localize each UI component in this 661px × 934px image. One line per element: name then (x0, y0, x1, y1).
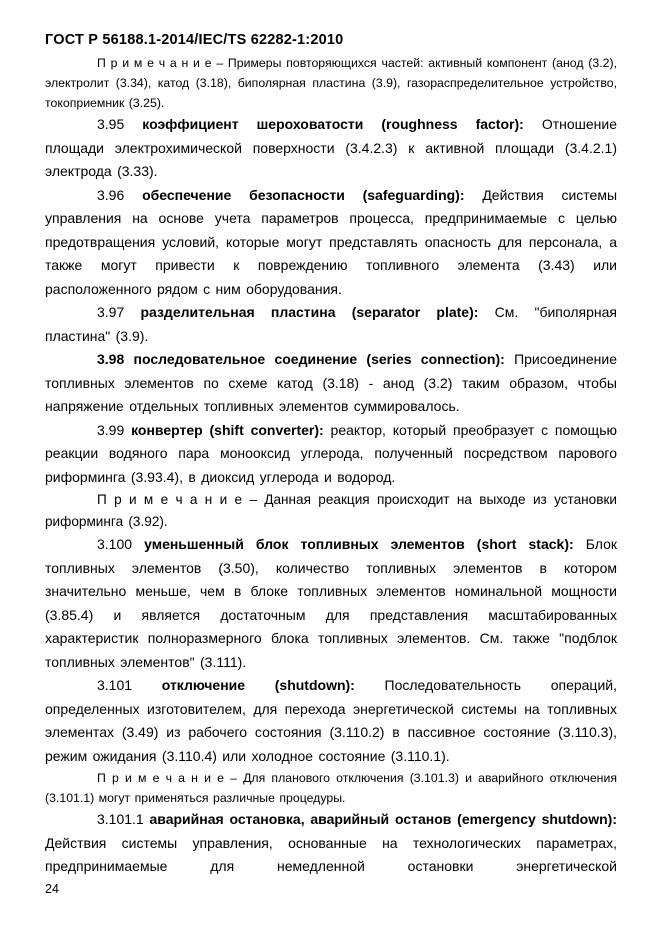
note-3-94: П р и м е ч а н и е – Примеры повторяющихся частей: активный компонент (анод (3.2), электролит (3.34), катод (3.18), биполярная пластина (3.9), газораспределительное устройство, токоприемник (3.25). (45, 56, 617, 110)
page-number: 24 (45, 882, 59, 896)
document-header: ГОСТ Р 56188.1-2014/IEC/TS 62282-1:2010 (45, 32, 344, 48)
term-3-96: 3.96 обеспечение безопасности (safeguarding): Действия системы управления на основе учета параметров процесса, предпринимаемые с целью предотвращения условий, которые могут представлять опасность для персонала, а также могут привести к повреждению топливного элемента (3.43) или расположенного рядом с ним оборудования. (45, 186, 618, 297)
term-3-98: 3.98 последовательное соединение (series connection): Присоединение топливных элементов по схеме катод (3.18) - анод (3.2) таким образом, чтобы напряжение отдельных топливных элементов суммировалось. (45, 351, 617, 414)
term-3-100: 3.100 уменьшенный блок топливных элементов (short stack): Блок топливных элементов (3.50), количество топливных элементов в котором значительно меньше, чем в блоке топливных элементов номинальной мощности (3.85.4) и является достаточным для представления масштабированных характеристик полноразмерного блока топливных элементов. См. также "подблок топливных элементов" (3.111). (45, 536, 617, 670)
note-3-101: П р и м е ч а н и е – Для планового отключения (3.101.3) и аварийного отключения (3.101.1) могут применяться различные процедуры. (45, 771, 617, 805)
document-blocks (45, 53, 617, 879)
term-3-101: 3.101 отключение (shutdown): Последовательность операций, определенных изготовителем, для перехода энергетической системы на топливных элементах (3.49) из рабочего состояния (3.110.2) в пассивное состояние (3.110.3), режим ожидания (3.110.4) или холодное состояние (3.110.1). (45, 677, 617, 764)
term-3-101-1: 3.101.1 аварийная остановка, аварийный останов (emergency shutdown): Действия системы управления, основанные на технологических параметрах, предпринимаемые для немедленной остановки энергетической (45, 811, 617, 874)
term-3-97: 3.97 разделительная пластина (separator plate): См. "биполярная пластина" (3.9). (45, 304, 617, 344)
term-3-95: 3.95 коэффициент шероховатости (roughness factor): Отношение площади электрохимической поверхности (3.4.2.3) к активной площади (3.4.2.1) электрода (3.33). (45, 116, 617, 179)
term-3-99: 3.99 конвертер (shift converter): реактор, который преобразует с помощью реакции водяного пара монооксид углерода, полученный посредством парового риформинга (3.93.4), в диоксид углерода и водород. (45, 421, 617, 485)
note-3-99: П р и м е ч а н и е – Данная реакция происходит на выходе из установки риформинга (3.92). (45, 492, 617, 529)
